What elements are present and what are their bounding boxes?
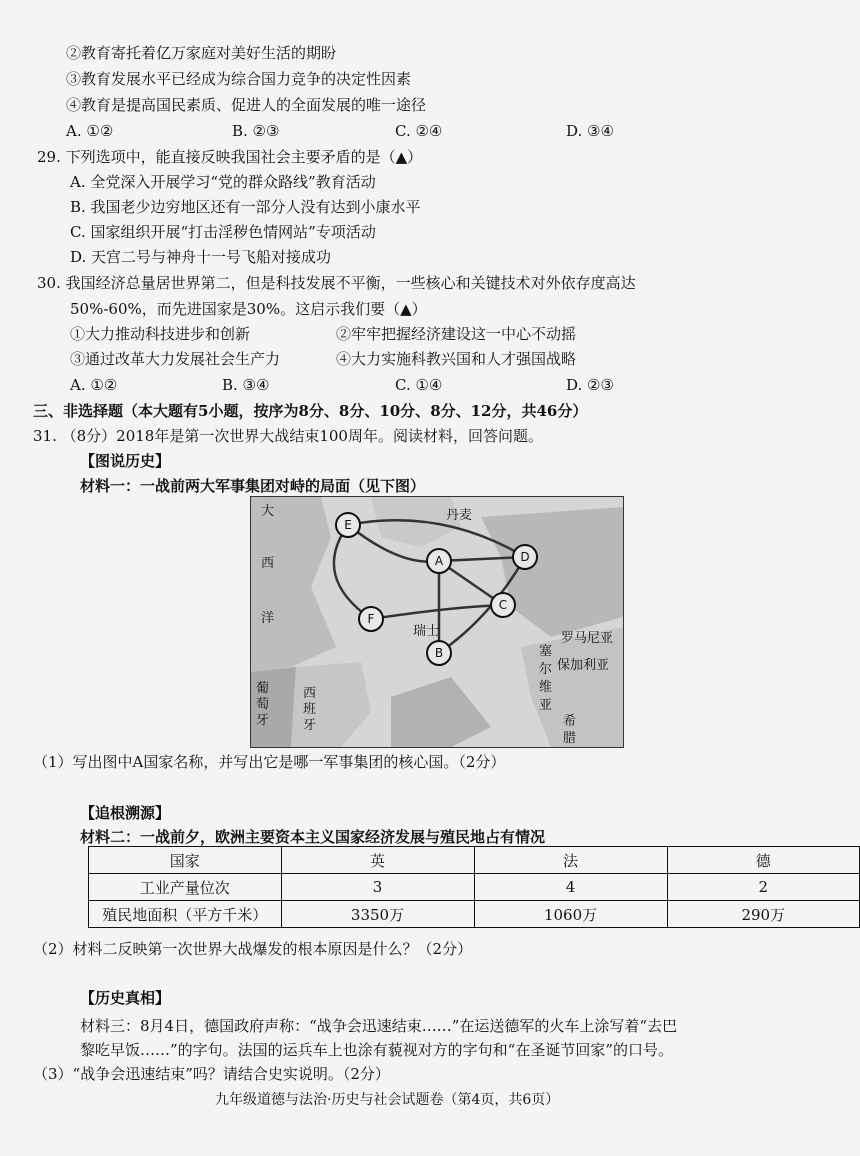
ww1-alliance-map — [250, 496, 624, 748]
q31-material-1: 材料一：一战前两大军事集团对峙的局面（见下图） — [80, 477, 426, 495]
label-spain-3: 牙 — [303, 718, 317, 733]
label-da: 大 — [261, 504, 275, 519]
label-bulgaria: 保加利亚 — [557, 658, 610, 673]
q28-option-4: ④教育是提高国民素质、促进人的全面发展的唯一途径 — [66, 96, 427, 114]
page-footer: 九年级道德与法治·历史与社会试题卷（第4页，共6页） — [215, 1092, 560, 1108]
label-greece-1: 希 — [563, 714, 577, 729]
q30-statement-1: ①大力推动科技进步和创新 — [70, 325, 251, 343]
label-switzerland: 瑞士 — [413, 624, 440, 639]
node-a-label: A — [434, 554, 444, 568]
node-f-label: F — [367, 612, 375, 626]
node-c-label: C — [498, 598, 508, 612]
q30-stem-line2: 50%-60%，而先进国家是30%。这启示我们要（▲） — [70, 300, 427, 318]
q29-option-d: D. 天宫二号与神舟十一号飞船对接成功 — [70, 248, 332, 266]
q30-choice-b: B. ③④ — [222, 376, 270, 394]
q29-option-c: C. 国家组织开展“打击淫秽色情网站”专项活动 — [70, 223, 376, 241]
q30-choice-c: C. ①④ — [395, 376, 443, 394]
table-cell: 1060万 — [474, 901, 667, 928]
q28-option-2: ②教育寄托着亿万家庭对美好生活的期盼 — [66, 44, 337, 62]
q30-statement-4: ④大力实施科教兴国和人才强国战略 — [336, 350, 577, 368]
node-d-label: D — [520, 550, 530, 564]
node-b-label: B — [434, 646, 444, 660]
label-romania: 罗马尼亚 — [561, 631, 614, 646]
q30-choice-a: A. ①② — [70, 376, 118, 394]
q31-heading-2: 【追根溯源】 — [80, 804, 171, 822]
label-spain-1: 西 — [303, 686, 317, 701]
q30-statement-2: ②牢牢把握经济建设这一中心不动摇 — [336, 325, 577, 343]
node-e-label: E — [344, 518, 352, 532]
q31-heading-1: 【图说历史】 — [80, 452, 171, 470]
q28-choice-a: A. ①② — [66, 122, 114, 140]
table-cell: 2 — [667, 874, 859, 901]
label-serbia-1: 塞 — [539, 644, 553, 659]
q31-heading-3: 【历史真相】 — [80, 989, 171, 1007]
table-cell: 4 — [474, 874, 667, 901]
label-serbia-2: 尔 — [539, 662, 553, 677]
q28-choice-c: C. ②④ — [395, 122, 443, 140]
section-heading: 三、非选择题（本大题有5小题，按序为8分、8分、10分、8分、12分，共46分） — [33, 402, 588, 420]
label-yang: 洋 — [261, 611, 275, 626]
table-cell: 工业产量位次 — [89, 874, 282, 901]
q31-stem: 31. （8分）2018年是第一次世界大战结束100周年。阅读材料，回答问题。 — [33, 427, 543, 445]
table-row — [89, 874, 860, 901]
q28-choice-b: B. ②③ — [232, 122, 280, 140]
q29-stem: 29. 下列选项中，能直接反映我国社会主要矛盾的是（▲） — [37, 148, 423, 166]
table-header-cell: 英 — [281, 847, 474, 874]
q30-choice-d: D. ②③ — [566, 376, 614, 394]
label-greece-2: 腊 — [563, 731, 577, 746]
label-portugal-2: 萄 — [256, 697, 270, 712]
label-serbia-4: 亚 — [539, 698, 553, 713]
q31-prompt-3: （3）“战争会迅速结束”吗？请结合史实说明。（2分） — [33, 1065, 390, 1083]
colony-table — [88, 846, 860, 928]
label-portugal-3: 牙 — [256, 713, 270, 728]
label-spain-2: 班 — [303, 702, 317, 717]
q29-option-a: A. 全党深入开展学习“党的群众路线”教育活动 — [70, 173, 376, 191]
table-header-cell: 德 — [667, 847, 859, 874]
table-header-row — [89, 847, 860, 874]
q31-material-2: 材料二：一战前夕，欧洲主要资本主义国家经济发展与殖民地占有情况 — [80, 828, 546, 846]
q30-stem-line1: 30. 我国经济总量居世界第二，但是科技发展不平衡，一些核心和关键技术对外依存度高达 — [37, 274, 636, 292]
table-row — [89, 901, 860, 928]
table-cell: 290万 — [667, 901, 859, 928]
label-xi: 西 — [261, 556, 275, 571]
q29-option-b: B. 我国老少边穷地区还有一部分人没有达到小康水平 — [70, 198, 421, 216]
table-cell: 3 — [281, 874, 474, 901]
q31-prompt-2: （2）材料二反映第一次世界大战爆发的根本原因是什么？（2分） — [33, 940, 473, 958]
q28-option-3: ③教育发展水平已经成为综合国力竞争的决定性因素 — [66, 70, 412, 88]
map-svg — [251, 497, 623, 747]
table-cell: 3350万 — [281, 901, 474, 928]
label-serbia-3: 维 — [539, 680, 553, 695]
table-header-cell: 法 — [474, 847, 667, 874]
table-cell: 殖民地面积（平方千米） — [89, 901, 282, 928]
label-denmark: 丹麦 — [446, 508, 473, 523]
q31-material-3-line1: 材料三：8月4日，德国政府声称：“战争会迅速结束……”在运送德军的火车上涂写着“去巴 — [80, 1017, 678, 1035]
label-portugal-1: 葡 — [256, 681, 270, 696]
q28-choice-d: D. ③④ — [566, 122, 614, 140]
q31-material-3-line2: 黎吃早饭……”的字句。法国的运兵车上也涂有藐视对方的字句和“在圣诞节回家”的口号。 — [80, 1041, 674, 1059]
table-header-cell: 国家 — [89, 847, 282, 874]
q30-statement-3: ③通过改革大力发展社会生产力 — [70, 350, 281, 368]
q31-prompt-1: （1）写出图中A国家名称，并写出它是哪一军事集团的核心国。（2分） — [33, 753, 506, 771]
